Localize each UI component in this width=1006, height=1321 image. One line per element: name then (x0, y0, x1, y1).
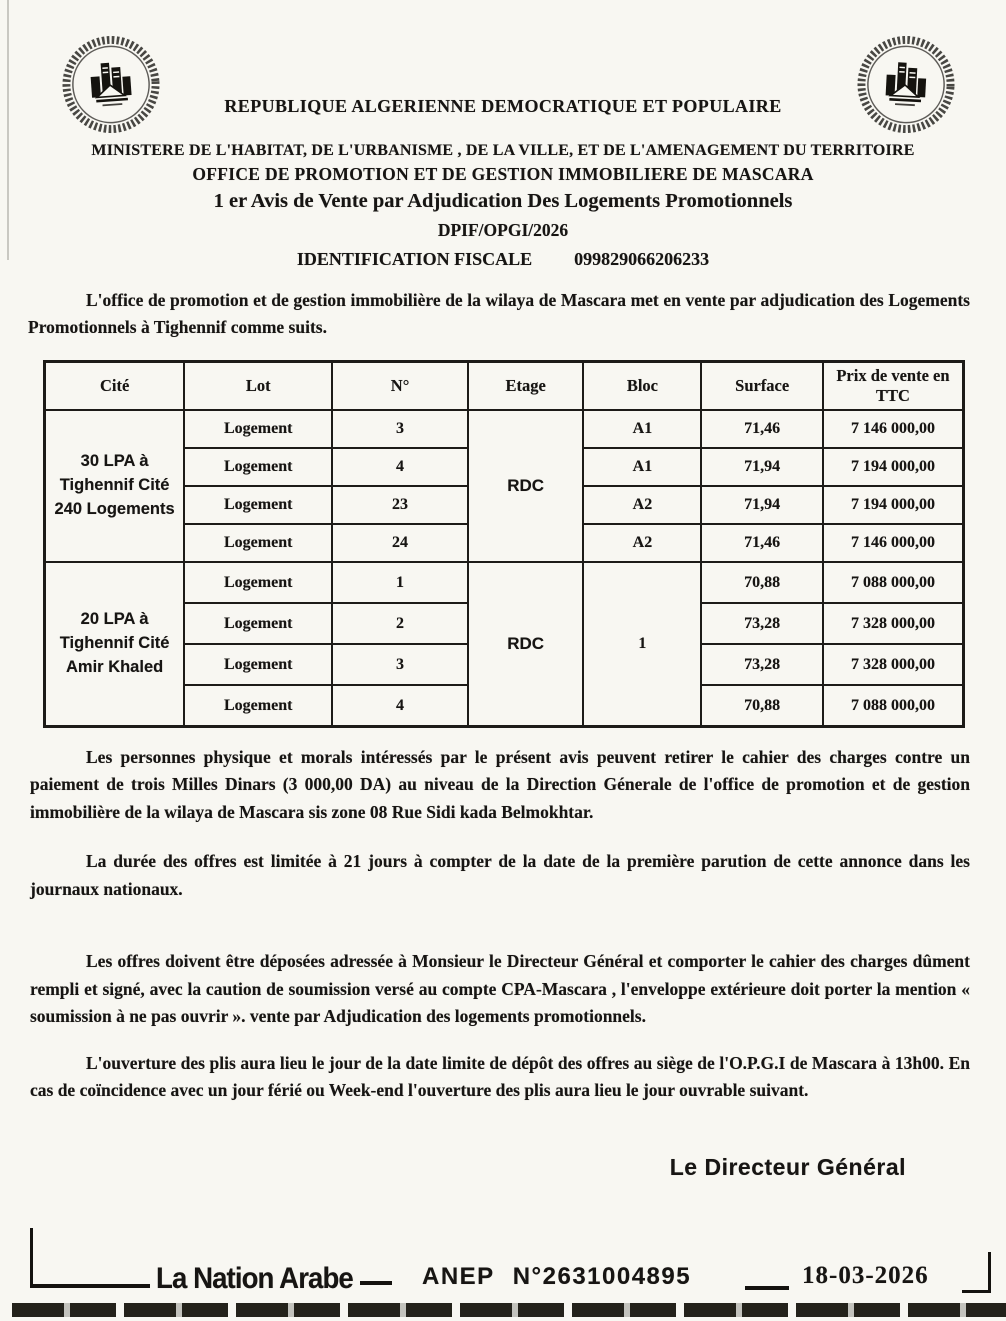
surface-cell: 71,46 (701, 410, 822, 448)
num-cell: 2 (332, 603, 468, 644)
table-header-row (45, 362, 964, 411)
bloc-cell: A1 (583, 410, 701, 448)
table-row (45, 410, 964, 448)
lot-cell: Logement (184, 685, 332, 727)
notice-title: 1 er Avis de Vente par Adjudication Des Logements Promotionnels (213, 190, 793, 212)
fiscal-label: IDENTIFICATION FISCALE (296, 249, 533, 269)
bloc-cell: A1 (583, 448, 701, 486)
col-header-lot: Lot (184, 362, 332, 411)
fiscal-number: 099829066206233 (574, 249, 710, 269)
paragraph-depot-offres: Les offres doivent être déposées adressée à Monsieur le Directeur Général et comporter le cahier des charges dûment rempli et signé, avec la caution de soumission versé au compte CPA-Mascara , l'enveloppe extérieure doit porter la mention « soumission à ne pas ouvrir ». vente par Adjudication des logements promotionnels. (30, 951, 970, 1027)
fiscal-identification-line (0, 249, 1006, 270)
surface-cell: 73,28 (701, 644, 822, 685)
col-header-prix: Prix de vente en TTC (823, 362, 964, 411)
publication-date: 18-03-2026 (802, 1262, 929, 1289)
lot-cell: Logement (184, 410, 332, 448)
num-cell: 4 (332, 448, 468, 486)
footer-rule-mid (360, 1281, 392, 1285)
scan-artifact-strip (12, 1303, 1006, 1317)
paragraph-ouverture-plis: L'ouverture des plis aura lieu le jour de la date limite de dépôt des offres au siège de l'O.P.G.I de Mascara à 13h00. En cas de coïncidence avec un jour férié ou Week-end l'ouverture des plis aura lieu le jour ouvrable suivant. (30, 1052, 970, 1101)
footer-corner-line (30, 1228, 33, 1288)
col-header-surface: Surface (701, 362, 822, 411)
bloc-cell: A2 (583, 486, 701, 524)
footer-rule-right (745, 1286, 789, 1290)
office-line: OFFICE DE PROMOTION ET DE GESTION IMMOBILIERE DE MASCARA (192, 164, 814, 184)
prix-cell: 7 328 000,00 (823, 603, 964, 644)
prix-cell: 7 088 000,00 (823, 562, 964, 603)
num-cell: 24 (332, 524, 468, 562)
document-header (0, 96, 1006, 270)
prix-cell: 7 328 000,00 (823, 644, 964, 685)
lot-cell: Logement (184, 448, 332, 486)
signature-title: Le Directeur Général (669, 1154, 906, 1180)
etage-group-2: RDC (468, 562, 583, 727)
num-cell: 3 (332, 410, 468, 448)
anep-number: N°2631004895 (512, 1263, 692, 1290)
lot-cell: Logement (184, 644, 332, 685)
lot-cell: Logement (184, 524, 332, 562)
prix-cell: 7 194 000,00 (823, 448, 964, 486)
ministry-line: MINISTERE DE L'HABITAT, DE L'URBANISME , DE LA VILLE, ET DE L'AMENAGEMENT DU TERRITOIRE (91, 142, 915, 159)
bloc-group-2: 1 (583, 562, 701, 727)
anep-label: ANEP (422, 1263, 495, 1290)
num-cell: 23 (332, 486, 468, 524)
table-row (45, 562, 964, 603)
lot-cell: Logement (184, 603, 332, 644)
surface-cell: 70,88 (701, 685, 822, 727)
anep-reference (422, 1263, 691, 1291)
footer-corner-bracket (962, 1252, 991, 1293)
prix-cell: 7 088 000,00 (823, 685, 964, 727)
num-cell: 1 (332, 562, 468, 603)
paragraph-retrait-cahier: Les personnes physique et morals intéressés par le présent avis peuvent retirer le cahier des charges contre un paiement de trois Milles Dinars (3 000,00 DA) au niveau de la Direction Génerale de l'office de promotion et de gestion immobilière de la wilaya de Mascara sis zone 08 Rue Sidi kada Belmokhtar. (30, 747, 970, 822)
cite-group-2: 20 LPA à Tighennif Cité Amir Khaled (45, 562, 185, 727)
col-header-cite: Cité (45, 362, 185, 411)
reference-number: DPIF/OPGI/2026 (437, 220, 569, 240)
logements-table (43, 360, 965, 728)
intro-paragraph (28, 287, 970, 341)
surface-cell: 71,94 (701, 448, 822, 486)
intro-text: L'office de promotion et de gestion immobilière de la wilaya de Mascara met en vente par adjudication des Logements Promotionnels à Tighennif comme suits. (28, 290, 970, 338)
lot-cell: Logement (184, 486, 332, 524)
col-header-numero: N° (332, 362, 468, 411)
cite-group-1: 30 LPA à Tighennif Cité 240 Logements (45, 410, 185, 562)
prix-cell: 7 146 000,00 (823, 524, 964, 562)
surface-cell: 71,46 (701, 524, 822, 562)
num-cell: 3 (332, 644, 468, 685)
footer-rule-left (30, 1284, 150, 1288)
prix-cell: 7 194 000,00 (823, 486, 964, 524)
body-paragraphs (30, 744, 970, 1105)
etage-group-1: RDC (468, 410, 583, 562)
prix-cell: 7 146 000,00 (823, 410, 964, 448)
col-header-etage: Etage (468, 362, 583, 411)
surface-cell: 70,88 (701, 562, 822, 603)
num-cell: 4 (332, 685, 468, 727)
republic-line: REPUBLIQUE ALGERIENNE DEMOCRATIQUE ET POPULAIRE (224, 96, 782, 116)
lot-cell: Logement (184, 562, 332, 603)
surface-cell: 71,94 (701, 486, 822, 524)
journal-name: La Nation Arabe (156, 1262, 353, 1295)
bloc-cell: A2 (583, 524, 701, 562)
paragraph-duree-offres: La durée des offres est limitée à 21 jours à compter de la date de la première parution de cette annonce dans les journaux nationaux. (30, 851, 970, 899)
surface-cell: 73,28 (701, 603, 822, 644)
col-header-bloc: Bloc (583, 362, 701, 411)
